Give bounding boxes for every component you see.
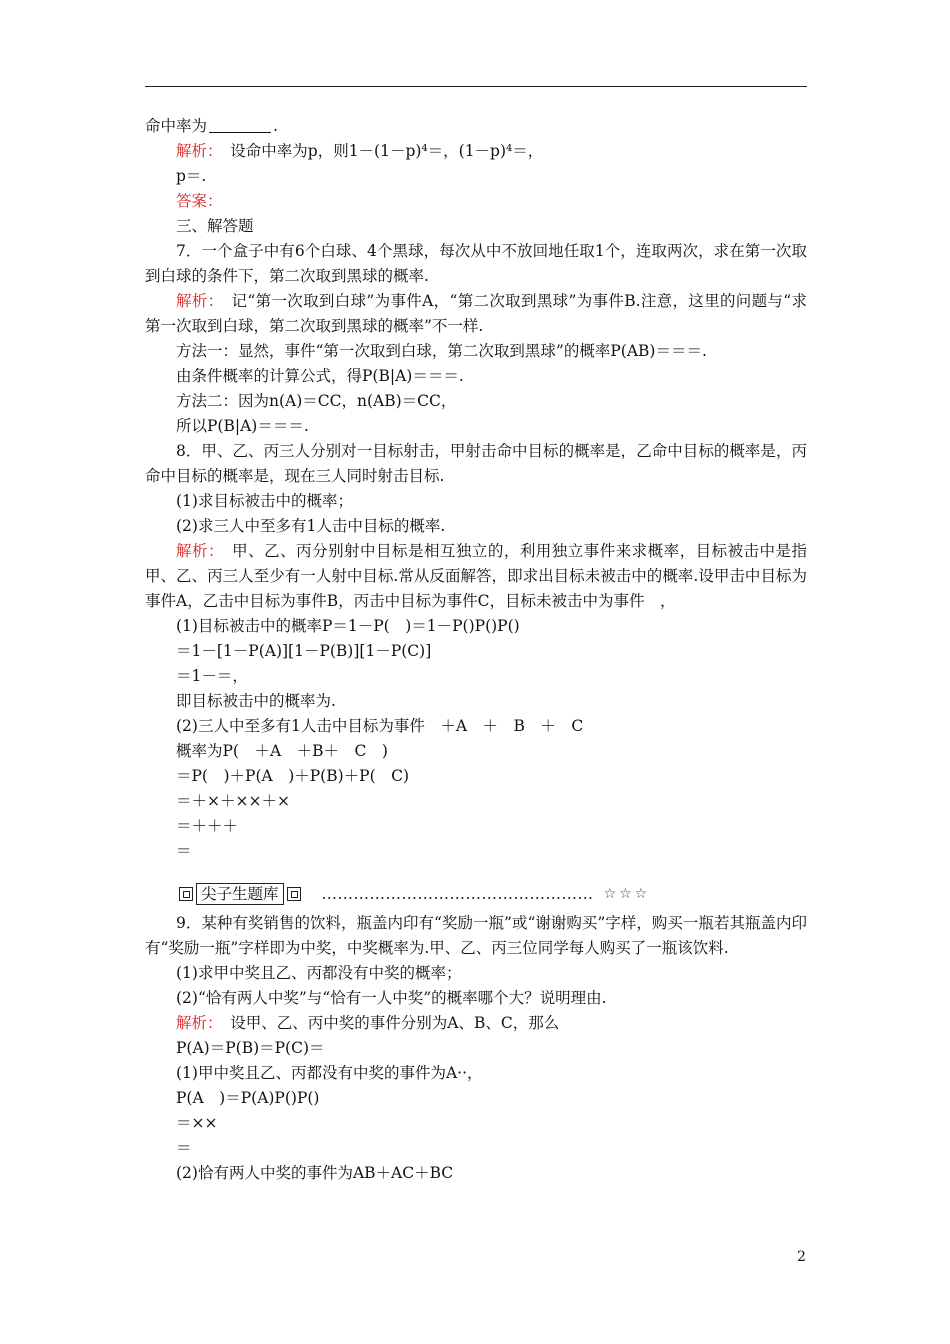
paragraph <box>145 389 807 414</box>
text-run: (2)求三人中至多有1人击中目标的概率. <box>176 517 446 535</box>
text-run: 记“第一次取到白球”为事件A，“第二次取到黑球”为事件B.注意，这里的问题与“求第一次取到白球，第二次取到黑球的概率”不一样. <box>145 292 807 335</box>
paragraph <box>145 664 807 689</box>
paragraph <box>145 986 807 1011</box>
paragraph <box>145 214 807 239</box>
text-run: (1)求甲中奖且乙、丙都没有中奖的概率； <box>176 964 462 982</box>
paragraph <box>145 814 807 839</box>
text-run: 设命中率为p，则1－(1－p)⁴＝，(1－p)⁴＝， <box>214 142 544 160</box>
paragraph <box>145 489 807 514</box>
paragraph <box>145 764 807 789</box>
text-run: (2)恰有两人中奖的事件为AB＋AC＋BC <box>176 1164 454 1182</box>
paragraph <box>145 289 807 339</box>
text-run: 设甲、乙、丙中奖的事件分别为A、B、C，那么 <box>214 1014 560 1032</box>
paragraph <box>145 364 807 389</box>
text-run: 9．某种有奖销售的饮料，瓶盖内印有“奖励一瓶”或“谢谢购买”字样，购买一瓶若其瓶盖内印有“奖励一瓶”字样即为中奖，中奖概率为.甲、乙、丙三位同学每人购买了一瓶该饮料. <box>145 914 807 957</box>
paragraph <box>145 114 807 139</box>
paragraph <box>145 961 807 986</box>
star-rating: ☆☆☆ <box>603 886 651 902</box>
text-run: ＝ <box>176 1139 192 1157</box>
paragraph <box>145 911 807 961</box>
answer-blank <box>209 117 271 133</box>
text-run: (2)三人中至多有1人击中目标为事件 ＋A ＋ B ＋ C <box>176 717 584 735</box>
label-red: 解析： <box>176 1014 215 1032</box>
text-run: P(A )＝P(A)P()P() <box>176 1089 320 1107</box>
text-run: (1)目标被击中的概率P＝1－P( )＝1－P()P()P() <box>176 617 520 635</box>
text-run: ＝ <box>176 842 192 860</box>
text-run: 甲、乙、丙分别射中目标是相互独立的，利用独立事件来求概率，目标被击中是指甲、乙、丙三人至少有一人射中目标.常从反面解答，即求出目标未被击中的概率.设甲击中目标为事件A，乙击中目标为事件B，丙击中目标为事件C，目标未被击中为事件 ， <box>145 542 807 610</box>
paragraph <box>145 1161 807 1186</box>
text-run: (1)甲中奖且乙、丙都没有中奖的事件为A··， <box>176 1064 483 1082</box>
text-run: 即目标被击中的概率为. <box>176 692 336 710</box>
label-red: 答案： <box>176 192 223 210</box>
paragraph <box>145 514 807 539</box>
text-run: 由条件概率的计算公式，得P(B|A)＝＝＝. <box>176 367 464 385</box>
page-number: 2 <box>797 1249 806 1265</box>
text-run: ＝＋＋＋ <box>176 817 239 835</box>
document-body <box>145 114 807 864</box>
paragraph <box>145 789 807 814</box>
text-run: (2)“恰有两人中奖”与“恰有一人中奖”的概率哪个大？说明理由. <box>176 989 607 1007</box>
document-body-continued <box>145 911 807 1186</box>
paragraph <box>145 639 807 664</box>
text-run: ＝1－＝， <box>176 667 248 685</box>
square-icon <box>179 887 193 901</box>
text-run: 所以P(B|A)＝＝＝. <box>176 417 309 435</box>
paragraph <box>145 414 807 439</box>
text-run: . <box>273 117 278 135</box>
paragraph <box>145 1011 807 1036</box>
text-run: 三、解答题 <box>176 217 254 235</box>
section-header <box>176 881 650 907</box>
text-run: P(A)＝P(B)＝P(C)＝ <box>176 1039 325 1057</box>
text-run: 7．一个盒子中有6个白球、4个黑球，每次从中不放回地任取1个，连取两次，求在第一次取到白球的条件下，第二次取到黑球的概率. <box>145 242 807 285</box>
paragraph <box>145 1036 807 1061</box>
dotted-leader: …………………………………………… <box>321 885 594 903</box>
paragraph <box>145 189 807 214</box>
text-run: ＝P( )＋P(A )＋P(B)＋P( C) <box>176 767 410 785</box>
text-run: 8．甲、乙、丙三人分别对一目标射击，甲射击命中目标的概率是，乙命中目标的概率是，丙命中目标的概率是，现在三人同时射击目标. <box>145 442 807 485</box>
text-run: 方法二：因为n(A)＝CC，n(AB)＝CC， <box>176 392 457 410</box>
text-run: ＝×× <box>176 1114 218 1132</box>
paragraph <box>145 139 807 164</box>
text-run: (1)求目标被击中的概率； <box>176 492 353 510</box>
text-run: p＝. <box>176 167 207 185</box>
paragraph <box>145 164 807 189</box>
paragraph <box>145 614 807 639</box>
paragraph <box>145 1086 807 1111</box>
section-title: 尖子生题库 <box>196 883 284 905</box>
paragraph <box>145 339 807 364</box>
paragraph <box>145 1136 807 1161</box>
paragraph <box>145 839 807 864</box>
text-run: 方法一：显然，事件“第一次取到白球，第二次取到黑球”的概率P(AB)＝＝＝. <box>176 342 707 360</box>
paragraph <box>145 1111 807 1136</box>
text-run: 命中率为 <box>145 117 208 135</box>
text-run: 概率为P( ＋A ＋B＋ C ) <box>176 742 388 760</box>
paragraph <box>145 239 807 289</box>
paragraph <box>145 1061 807 1086</box>
paragraph <box>145 739 807 764</box>
paragraph <box>145 714 807 739</box>
text-run: ＝1－[1－P(A)][1－P(B)][1－P(C)] <box>176 642 432 660</box>
header-rule <box>145 86 807 87</box>
label-red: 解析： <box>176 142 215 160</box>
paragraph <box>145 439 807 489</box>
paragraph <box>145 689 807 714</box>
label-red: 解析： <box>176 542 217 560</box>
text-run: ＝＋×＋××＋× <box>176 792 290 810</box>
paragraph <box>145 539 807 614</box>
label-red: 解析： <box>176 292 216 310</box>
square-icon <box>287 887 301 901</box>
